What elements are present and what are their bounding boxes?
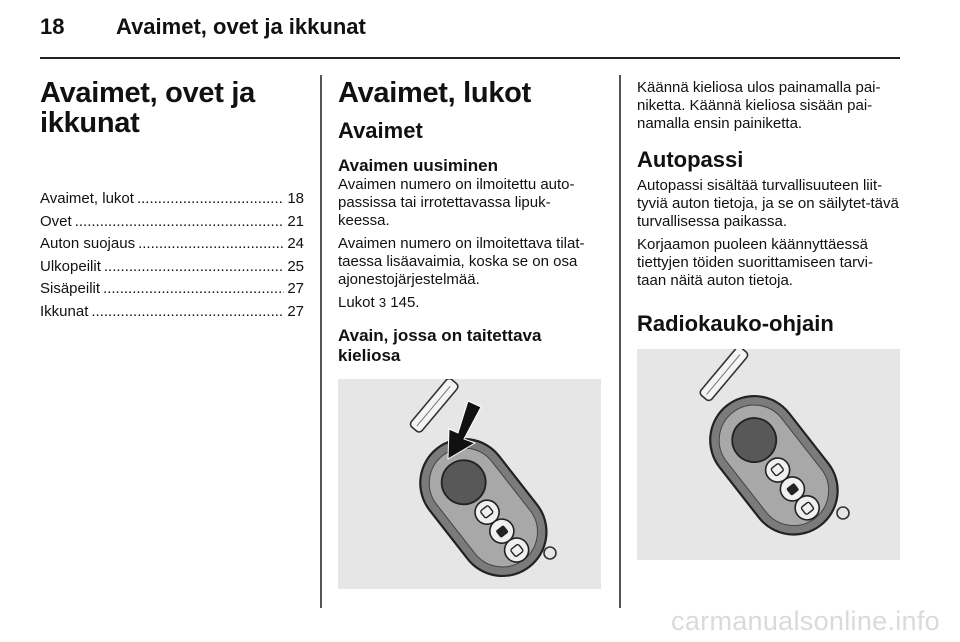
cross-reference-label: Lukot	[338, 294, 375, 311]
chapter-title-line-1: Avaimet, ovet ja	[40, 77, 255, 109]
column-divider-1	[320, 75, 322, 608]
flip-key-illustration	[338, 379, 601, 589]
toc-leader	[91, 301, 284, 324]
toc-label: Ovet	[40, 212, 72, 230]
topic-heading	[338, 326, 602, 366]
toc-label: Avaimet, lukot	[40, 190, 134, 207]
chapter-title	[40, 78, 304, 138]
toc-entry[interactable]	[40, 278, 304, 301]
watermark: carmanualsonline.info	[671, 606, 940, 636]
cross-reference-page[interactable]: 145.	[390, 294, 420, 311]
reference-arrow-icon: 3	[378, 295, 387, 310]
autopass-column	[637, 76, 900, 337]
paragraph: Avaimen numero on ilmoitettu auto-passissa tai irrotettavassa lipuk-keessa.	[338, 176, 575, 229]
subsection-title: Avaimet	[338, 118, 423, 143]
column-divider-2	[619, 75, 621, 608]
section-title: Avaimet, lukot	[338, 77, 531, 109]
toc-label: Sisäpeilit	[40, 280, 101, 297]
paragraph: Korjaamon puoleen käännyttäessä tiettyjen töiden suorittamiseen tarvi-taan näitä auton tietoja.	[637, 236, 873, 289]
toc-entry[interactable]	[40, 211, 304, 234]
paragraph: Autopassi sisältää turvallisuuteen liit-tyviä auton tietoja, ja se on säilytet-tävä turvallisessa paikassa.	[637, 177, 899, 230]
remote-key-drawing	[637, 349, 900, 560]
cross-reference	[338, 294, 602, 312]
toc-page: 27	[287, 280, 304, 297]
toc-leader	[75, 211, 285, 234]
toc-label: Ulkopeilit	[40, 257, 101, 275]
toc-page: 27	[287, 302, 304, 320]
chapter-title-line-2: ikkunat	[40, 107, 140, 139]
paragraph: Käännä kieliosa ulos painamalla pai-niketta. Käännä kieliosa sisään pai-namalla ensin painiketta.	[637, 79, 881, 132]
toc-leader	[103, 278, 284, 301]
table-of-contents	[40, 188, 304, 323]
toc-entry[interactable]	[40, 233, 304, 256]
paragraph: Avaimen numero on ilmoitettava tilat-taessa lisäavaimia, koska se on osa ajonestojärjestelmää.	[338, 235, 585, 288]
remote-control-illustration	[637, 349, 900, 560]
toc-leader	[137, 188, 284, 211]
chapter-column	[40, 76, 304, 323]
toc-page: 25	[287, 257, 304, 275]
toc-entry[interactable]	[40, 301, 304, 324]
subsection-title: Autopassi	[637, 147, 744, 172]
toc-page: 21	[287, 212, 304, 230]
page-number: 18	[40, 14, 65, 39]
keys-column	[338, 76, 602, 366]
topic-heading: Avaimen uusiminen	[338, 156, 498, 175]
toc-entry[interactable]	[40, 256, 304, 279]
toc-entry[interactable]	[40, 188, 304, 211]
toc-page: 24	[287, 235, 304, 252]
toc-label: Ikkunat	[40, 302, 89, 320]
running-header-title: Avaimet, ovet ja ikkunat	[116, 14, 366, 39]
topic-heading-line-1: Avain, jossa on taitettava	[338, 326, 542, 345]
toc-label: Auton suojaus	[40, 235, 136, 252]
flip-key-drawing	[338, 379, 601, 589]
toc-page: 18	[287, 190, 304, 207]
toc-leader	[138, 233, 284, 256]
toc-leader	[104, 256, 284, 279]
subsection-title: Radiokauko-ohjain	[637, 311, 834, 336]
header-rule	[40, 57, 900, 59]
topic-heading-line-2: kieliosa	[338, 346, 401, 365]
